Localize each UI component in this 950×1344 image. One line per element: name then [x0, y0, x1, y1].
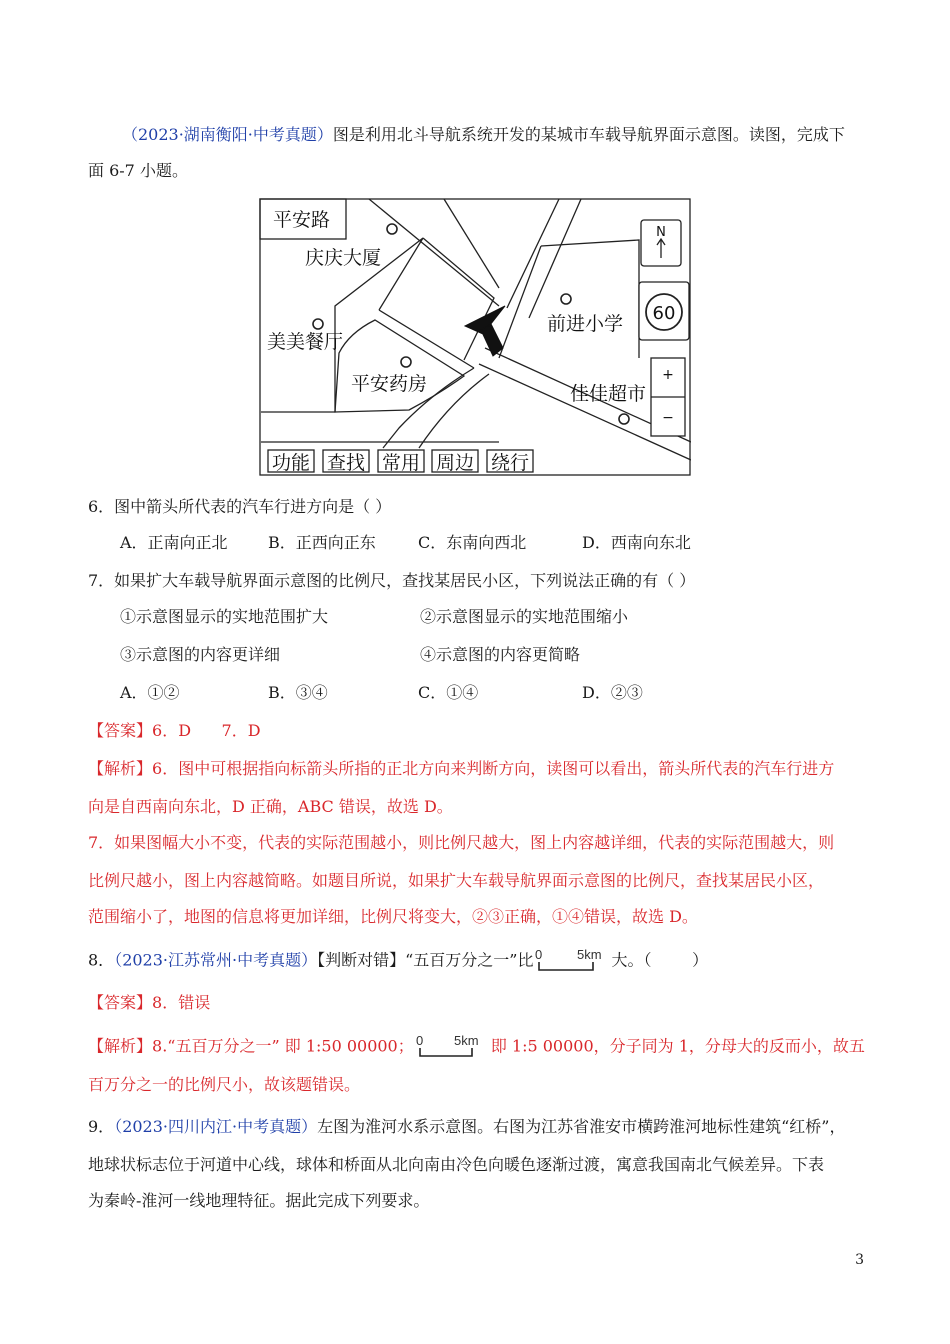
- menu-item-3: 常用: [381, 452, 421, 474]
- q8-num: 8．: [88, 950, 115, 970]
- q7-statement-3: ③示意图的内容更详细: [120, 645, 281, 664]
- q7-stem: 7．如果扩大车载导航界面示意图的比例尺，查找某居民小区，下列说法正确的有（ ）: [88, 571, 696, 590]
- zoom-out-label: −: [662, 410, 674, 426]
- analysis-8-text-a: 8.“五百万分之一” 即 1:50 00000；: [152, 1036, 414, 1056]
- scale-dist: 5km: [577, 948, 603, 962]
- place-label-4: 前进小学: [547, 313, 624, 335]
- intro-line-2: 面 6-7 小题。: [88, 161, 188, 180]
- place-label-1: 庆庆大厦: [305, 247, 382, 269]
- answer-tag: 【答案】: [88, 721, 153, 740]
- zoom-in-label: +: [662, 367, 674, 383]
- q6-option-b: B．正西向正东: [268, 533, 376, 552]
- analysis-6-line-2: 向是自西南向东北，D 正确，ABC 错误，故选 D。: [88, 797, 453, 816]
- q7-option-d: D．②③: [582, 683, 643, 702]
- analysis-7-line-3: 范围缩小了，地图的信息将更加详细，比例尺将变大，②③正确，①④错误，故选 D。: [88, 907, 698, 926]
- answer-6-7: [88, 720, 868, 742]
- scale-bar-icon-2: [414, 1034, 486, 1060]
- q9-line-2: 地球状标志位于河道中心线，球体和桥面从北向南由冷色向暖色逐渐过渡，寓意我国南北气候差异。下表: [88, 1155, 825, 1174]
- intro-line-1: [122, 124, 902, 146]
- analysis-6-line-1: [88, 758, 868, 780]
- place-label-5: 佳佳超市: [570, 383, 647, 405]
- q8-text-a: 【判断对错】“五百万分之一”比: [317, 950, 534, 970]
- analysis-tag: 【解析】: [88, 759, 153, 778]
- q7-option-b: B．③④: [268, 683, 328, 702]
- q9-text-a: 左图为淮河水系示意图。右图为江苏省淮安市横跨淮河地标性建筑“红桥”，: [317, 1117, 846, 1136]
- menu-item-4: 周边: [435, 452, 475, 474]
- answer-8: [88, 992, 868, 1014]
- page-number: 3: [855, 1252, 864, 1268]
- q7-option-a: A．①②: [120, 683, 180, 702]
- q7-option-c: C．①④: [418, 683, 479, 702]
- menu-item-2: 查找: [326, 452, 366, 474]
- q8-text-b: 大。（ ）: [611, 950, 709, 970]
- q6-option-a: A．正南向正北: [120, 533, 228, 552]
- intro-source: （2023·湖南衡阳·中考真题）: [122, 125, 333, 144]
- intro-text-a: 图是利用北斗导航系统开发的某城市车载导航界面示意图。读图，完成下: [332, 125, 845, 144]
- place-label-2: 美美餐厅: [267, 331, 344, 353]
- answer-8-text: 8．错误: [152, 993, 211, 1012]
- place-label-3: 平安药房: [351, 373, 428, 395]
- scale-zero-2: 0: [415, 1034, 423, 1048]
- q9-line-1: [88, 1116, 868, 1138]
- q8-stem: [88, 948, 868, 974]
- navigation-map: [259, 198, 691, 476]
- q7-statement-4: ④示意图的内容更简略: [420, 645, 581, 664]
- analysis-7-line-1: 7．如果图幅大小不变，代表的实际范围越小，则比例尺越大，图上内容越详细，代表的实际范围越大，则: [88, 833, 835, 852]
- analysis-8-tag: 【解析】: [88, 1036, 153, 1056]
- analysis-8-line-1: [88, 1034, 868, 1060]
- answer-text: 6．D 7．D: [152, 721, 261, 740]
- analysis-8-text-b: 即 1:5 00000，分子同为 1，分母大的反而小，故五: [485, 1036, 865, 1056]
- q9-source: （2023·四川内江·中考真题）: [114, 1117, 318, 1136]
- scale-zero: 0: [535, 948, 543, 962]
- menu-item-5: 绕行: [490, 452, 530, 474]
- q6-option-d: D．西南向东北: [582, 533, 691, 552]
- q9-line-3: 为秦岭-淮河一线地理特征。据此完成下列要求。: [88, 1191, 430, 1210]
- q9-num: 9．: [88, 1117, 115, 1136]
- analysis-8-line-2: 百万分之一的比例尺小，故该题错误。: [88, 1075, 361, 1094]
- scale-dist-2: 5km: [453, 1034, 479, 1048]
- q7-statement-2: ②示意图显示的实地范围缩小: [420, 607, 629, 626]
- q6-option-c: C．东南向西北: [418, 533, 527, 552]
- analysis-6-text: 6．图中可根据指向标箭头所指的正北方向来判断方向，读图可以看出，箭头所代表的汽车行进方: [152, 759, 835, 778]
- compass-label: N: [656, 225, 666, 240]
- q8-source: （2023·江苏常州·中考真题）: [114, 950, 318, 970]
- menu-item-1: 功能: [271, 452, 311, 474]
- q6-stem: 6．图中箭头所代表的汽车行进方向是（ ）: [88, 497, 392, 516]
- scale-bar-icon: [533, 948, 611, 974]
- analysis-7-line-2: 比例尺越小，图上内容越简略。如题目所说，如果扩大车载导航界面示意图的比例尺，查找某居民小区，: [88, 871, 825, 890]
- q7-statement-1: ①示意图显示的实地范围扩大: [120, 607, 329, 626]
- road-label: 平安路: [273, 209, 331, 231]
- speed-limit-value: 60: [652, 303, 676, 324]
- answer-8-tag: 【答案】: [88, 993, 153, 1012]
